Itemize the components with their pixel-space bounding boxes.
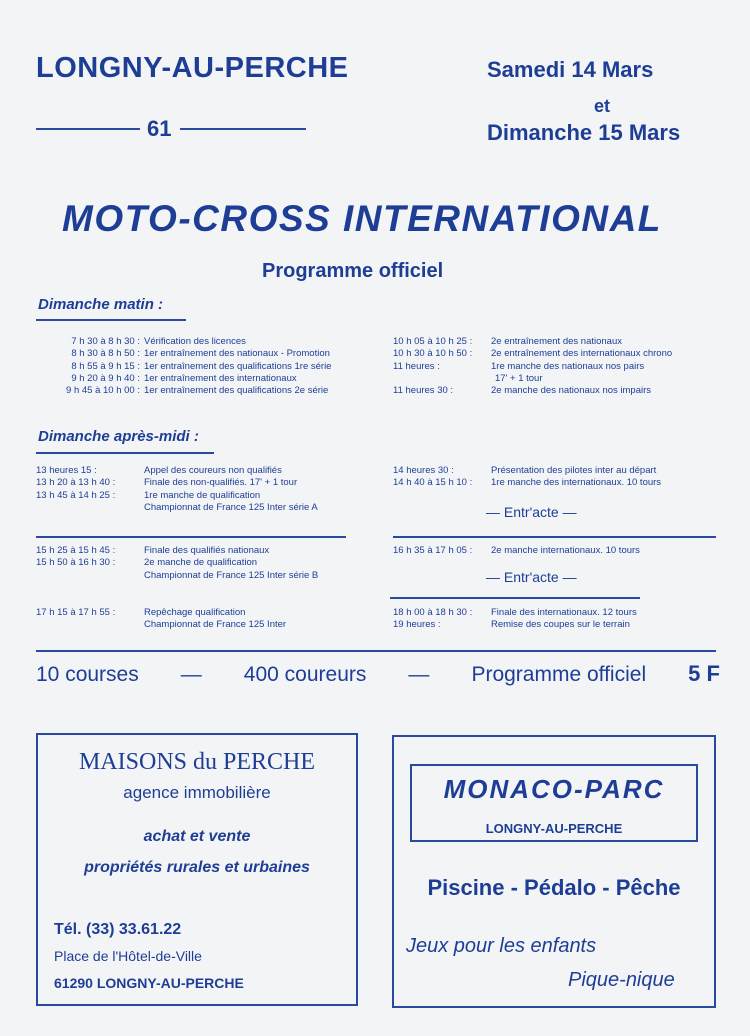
morning-left-list xyxy=(36,336,376,397)
event: Remise des coupes sur le terrain xyxy=(491,619,630,631)
morning-heading-underline xyxy=(36,319,186,321)
list-item xyxy=(393,477,723,489)
event: Championnat de France 125 Inter série A xyxy=(144,501,318,513)
monaco-parc-logo-box xyxy=(410,764,698,842)
morning-right-list xyxy=(393,336,723,397)
time: 7 h 30 à 8 h 30 : xyxy=(71,336,140,347)
list-item xyxy=(393,348,723,360)
program-label: Programme officiel xyxy=(471,663,647,686)
list-item xyxy=(36,570,376,582)
ad-left-subtitle: agence immobilière xyxy=(123,783,271,802)
list-item xyxy=(36,607,376,619)
time: 16 h 35 à 17 h 05 : xyxy=(393,545,473,556)
time: 13 h 20 à 13 h 40 : xyxy=(36,477,116,489)
time: 8 h 55 à 9 h 15 : xyxy=(71,360,140,372)
morning-heading: Dimanche matin : xyxy=(38,296,164,313)
list-item xyxy=(36,545,376,557)
afternoon-right-list-c xyxy=(393,607,723,632)
time: 10 h 05 à 10 h 25 : xyxy=(393,336,473,347)
ad-left-line2: propriétés rurales et urbaines xyxy=(84,859,310,876)
afternoon-heading: Dimanche après-midi : xyxy=(38,428,199,445)
program-title: Programme officiel xyxy=(262,260,444,282)
event: 1re manche des internationaux. 10 tours xyxy=(491,477,662,489)
intermission-1: — Entr'acte — xyxy=(486,504,577,520)
list-item xyxy=(393,545,723,557)
department-number: 61 xyxy=(147,116,172,141)
ad-left-city: 61290 LONGNY-AU-PERCHE xyxy=(54,975,244,991)
time xyxy=(36,502,140,514)
date-saturday: Samedi 14 Mars xyxy=(487,57,654,82)
afternoon-left-list-b xyxy=(36,545,376,582)
section-divider-1 xyxy=(36,536,346,538)
list-item xyxy=(36,348,376,360)
ad-maisons-du-perche xyxy=(36,733,358,1006)
ad-right-town: LONGNY-AU-PERCHE xyxy=(485,821,623,836)
intermission-2: — Entr'acte — xyxy=(486,569,577,585)
time: 10 h 30 à 10 h 50 : xyxy=(393,348,473,360)
ad-right-name: MONACO-PARC xyxy=(443,774,665,804)
event: 1er entraînement des internationaux xyxy=(144,372,297,384)
list-item xyxy=(36,373,376,385)
event: Finale des internationaux. 12 tours xyxy=(491,607,637,618)
event: Championnat de France 125 Inter xyxy=(144,619,287,631)
dash-2: — xyxy=(408,663,430,686)
program-price: 5 F xyxy=(688,661,720,686)
date-and: et xyxy=(594,96,611,116)
event: 2e entraînement des internationaux chrono xyxy=(491,348,673,360)
riders-count: 400 coureurs xyxy=(243,663,367,686)
list-item xyxy=(36,361,376,373)
list-item xyxy=(36,477,376,489)
header-rule-right xyxy=(180,128,306,130)
event: Finale des non-qualifiés. 17' + 1 tour xyxy=(144,477,298,489)
section-divider-2 xyxy=(393,536,716,538)
header-rule-left xyxy=(36,128,140,130)
time: 9 h 45 à 10 h 00 : xyxy=(66,385,140,397)
event: Finale des qualifiés nationaux xyxy=(144,545,270,556)
list-item xyxy=(36,336,376,348)
afternoon-heading-underline xyxy=(36,452,214,454)
event: 1re manche des nationaux nos pairs xyxy=(491,360,645,372)
list-item xyxy=(393,619,723,631)
time: 13 heures 15 : xyxy=(36,465,97,476)
list-item xyxy=(36,385,376,397)
list-item xyxy=(393,373,723,385)
afternoon-right-list-b xyxy=(393,545,723,557)
time: 17 h 15 à 17 h 55 : xyxy=(36,607,116,618)
event: 1re manche de qualification xyxy=(144,489,261,501)
list-item xyxy=(393,361,723,373)
event: Présentation des pilotes inter au départ xyxy=(491,465,657,476)
time xyxy=(393,373,487,385)
afternoon-left-list-c xyxy=(36,607,376,632)
event: Repêchage qualification xyxy=(144,607,246,618)
time: 11 heures 30 : xyxy=(393,385,454,397)
list-item xyxy=(36,557,376,569)
list-item xyxy=(393,465,723,477)
event: 1er entraînement des qualifications 2e série xyxy=(144,385,329,397)
summary-line xyxy=(36,661,720,687)
ad-left-tel: Tél. (33) 33.61.22 xyxy=(54,921,182,938)
date-sunday: Dimanche 15 Mars xyxy=(487,120,681,145)
town-name: LONGNY-AU-PERCHE xyxy=(36,52,349,84)
time xyxy=(36,619,140,631)
afternoon-right-list-a xyxy=(393,465,723,490)
ad-left-address: Place de l'Hôtel-de-Ville xyxy=(54,948,202,964)
event: 2e manche des nationaux nos impairs xyxy=(491,385,652,397)
event: 1er entraînement des qualifications 1re série xyxy=(144,360,332,372)
ad-left-name: MAISONS du PERCHE xyxy=(78,749,316,775)
list-item xyxy=(36,465,376,477)
list-item xyxy=(393,385,723,397)
list-item xyxy=(393,607,723,619)
event: 2e entraînement des nationaux xyxy=(491,336,622,347)
event: 2e manche internationaux. 10 tours xyxy=(491,545,640,556)
event-title: MOTO-CROSS INTERNATIONAL xyxy=(62,198,662,239)
summary-rule xyxy=(36,650,716,652)
ad-monaco-parc xyxy=(392,735,716,1008)
ad-right-line2: Pique-nique xyxy=(568,969,675,991)
event: 2e manche de qualification xyxy=(144,557,258,569)
courses-count: 10 courses xyxy=(36,663,139,686)
time: 19 heures : xyxy=(393,619,441,631)
section-divider-3 xyxy=(390,597,640,599)
event: 1er entraînement des nationaux - Promotion xyxy=(144,348,330,360)
event: Championnat de France 125 Inter série B xyxy=(144,569,319,581)
afternoon-left-list-a xyxy=(36,465,376,514)
time: 15 h 25 à 15 h 45 : xyxy=(36,545,116,556)
time: 13 h 45 à 14 h 25 : xyxy=(36,489,116,501)
time: 9 h 20 à 9 h 40 : xyxy=(71,372,140,384)
list-item xyxy=(393,336,723,348)
ad-left-line1: achat et vente xyxy=(143,828,251,845)
event: Appel des coureurs non qualifiés xyxy=(144,465,282,476)
time: 18 h 00 à 18 h 30 : xyxy=(393,607,473,618)
list-item xyxy=(36,490,376,502)
list-item xyxy=(36,502,376,514)
ad-right-line1: Jeux pour les enfants xyxy=(406,935,597,957)
ad-right-activities: Piscine - Pédalo - Pêche xyxy=(427,875,681,900)
time: 8 h 30 à 8 h 50 : xyxy=(71,348,140,360)
time: 15 h 50 à 16 h 30 : xyxy=(36,557,116,569)
time: 14 heures 30 : xyxy=(393,465,454,476)
event: 17' + 1 tour xyxy=(495,372,543,384)
time xyxy=(36,570,140,582)
time: 11 heures : xyxy=(393,360,440,372)
list-item xyxy=(36,619,376,631)
dash-1: — xyxy=(180,663,202,686)
event: Vérification des licences xyxy=(144,336,246,347)
time: 14 h 40 à 15 h 10 : xyxy=(393,477,473,489)
